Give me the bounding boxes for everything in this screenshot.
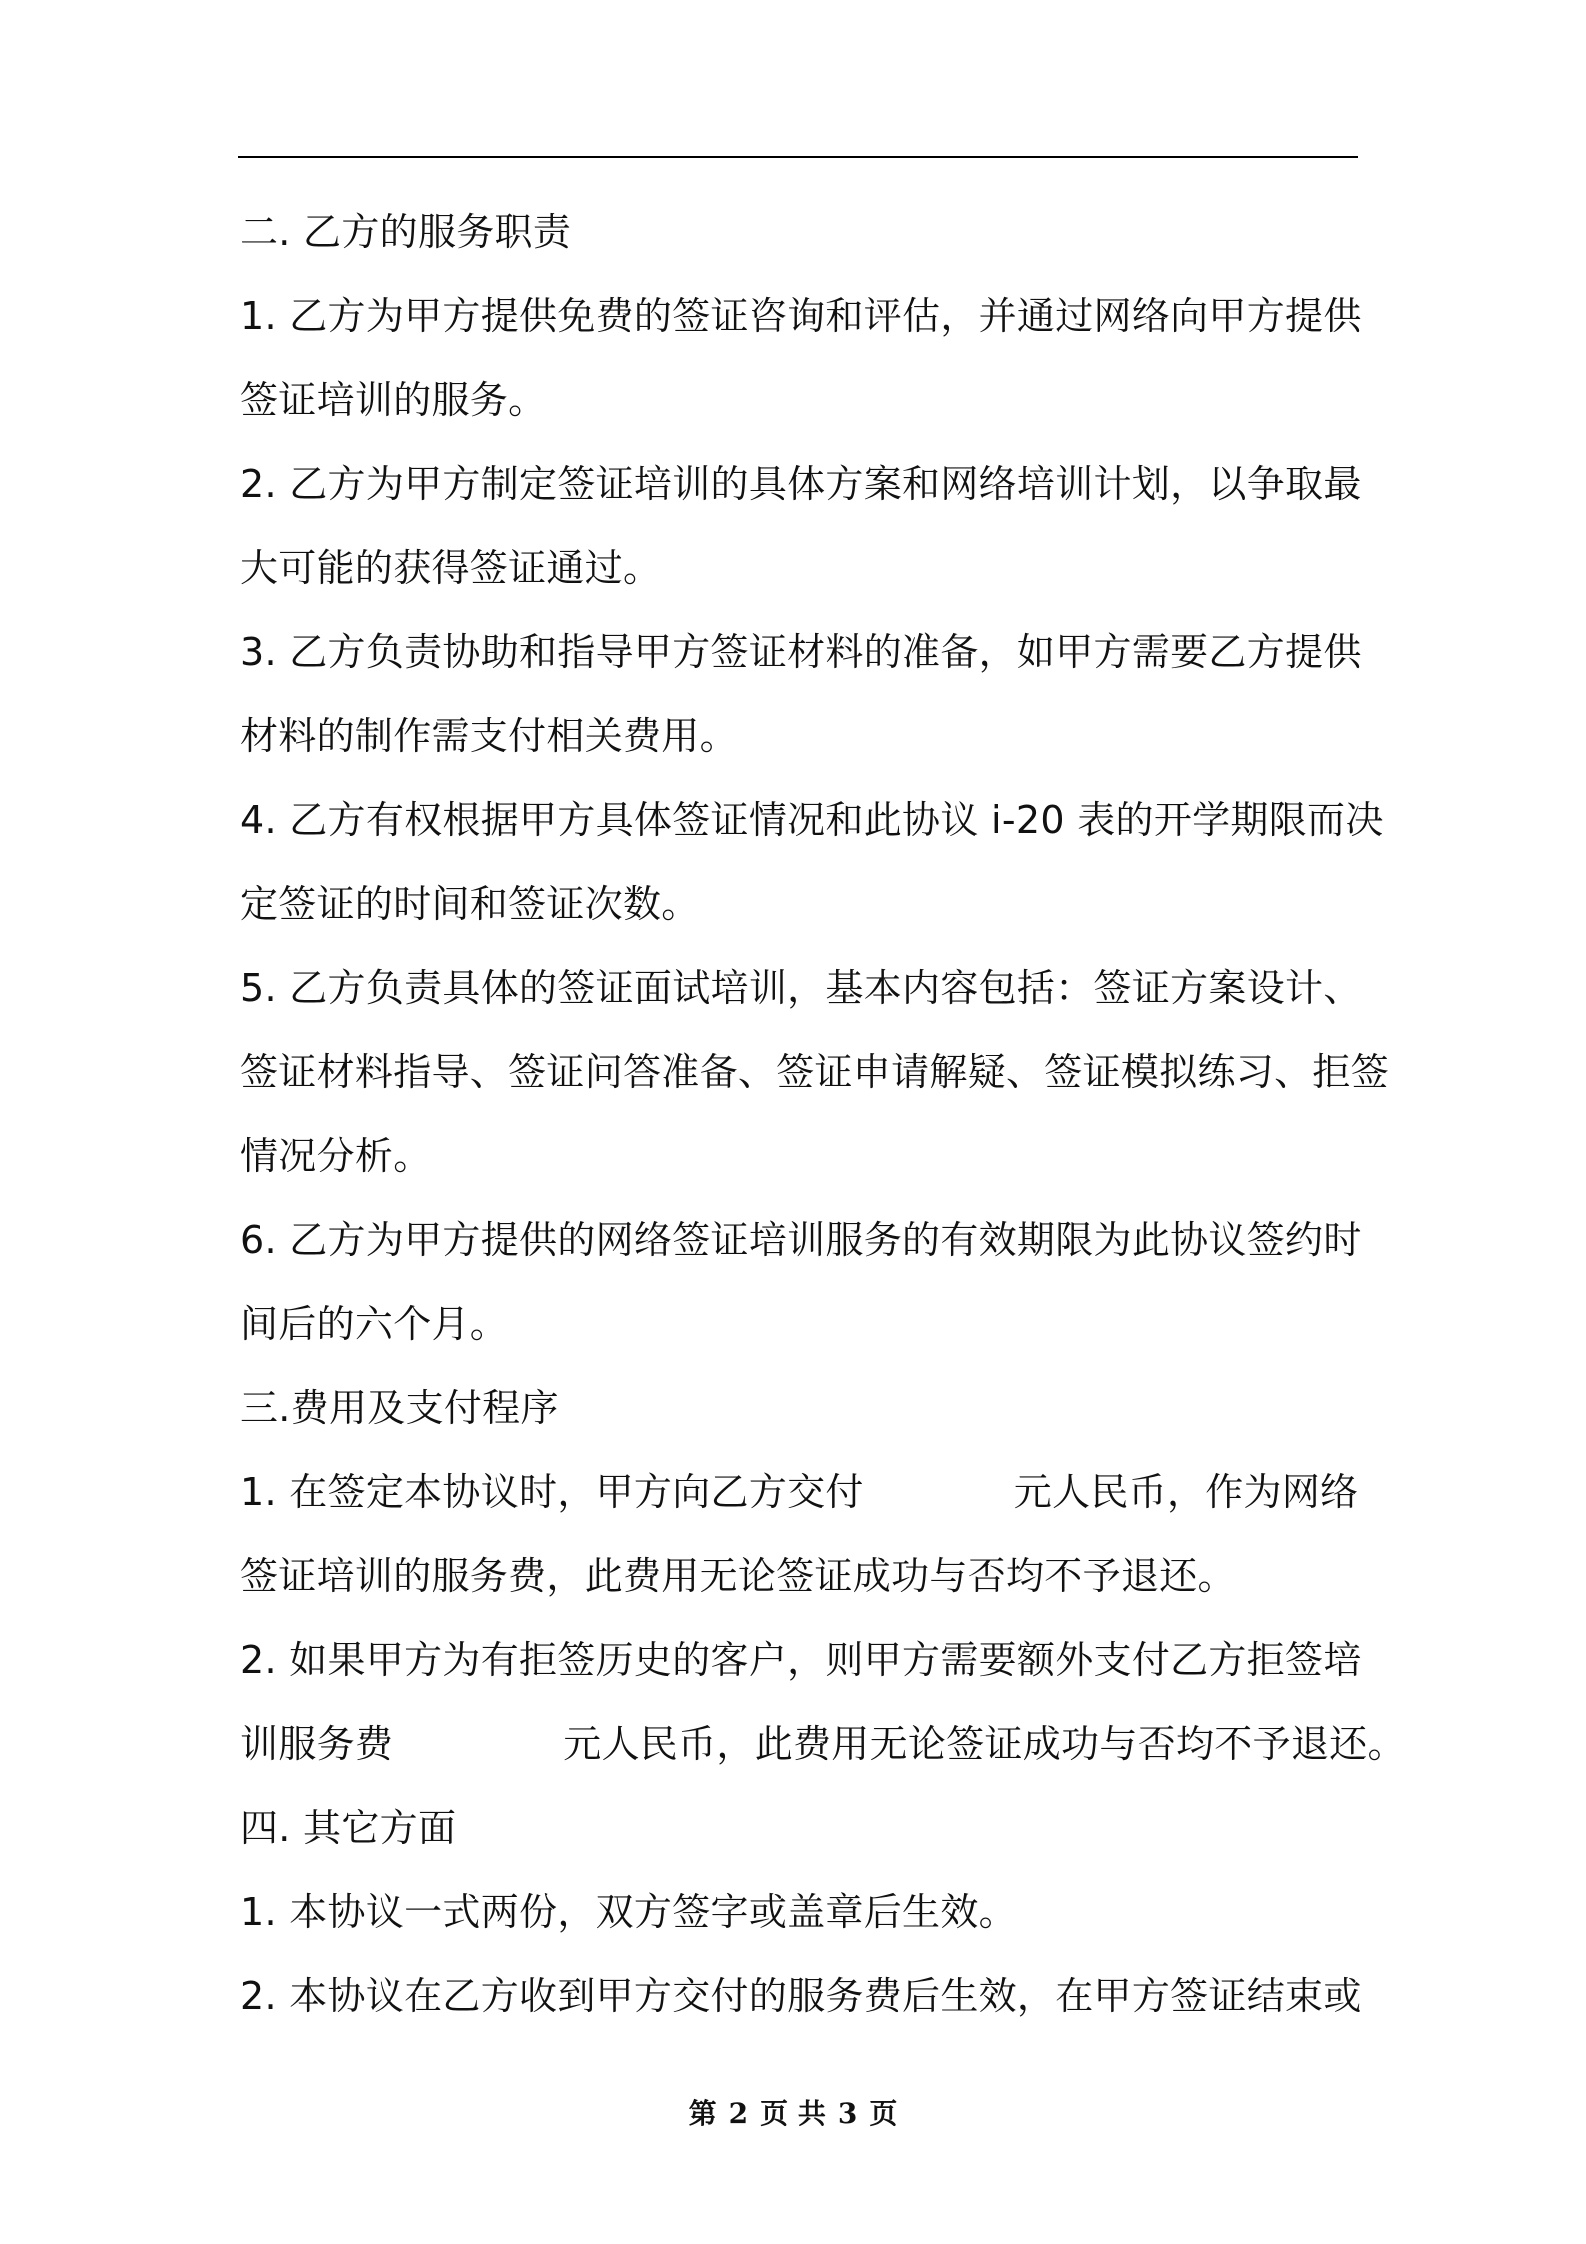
footer-middle: 页 共	[760, 2097, 826, 2130]
paragraph-line: 签证材料指导、签证问答准备、签证申请解疑、签证模拟练习、拒签	[240, 1050, 1390, 1094]
paragraph-line: 6. 乙方为甲方提供的网络签证培训服务的有效期限为此协议签约时	[240, 1218, 1362, 1262]
paragraph-line: 情况分析。	[240, 1134, 432, 1178]
paragraph-line: 2. 本协议在乙方收到甲方交付的服务费后生效，在甲方签证结束或	[240, 1974, 1362, 2018]
page-number: 2	[728, 2097, 749, 2130]
fee-clause-1-text-end: 元人民币，作为网络	[1013, 1470, 1359, 1514]
fee-clause-2-cont	[240, 1714, 1406, 1798]
fee-clause-1-text: 1. 在签定本协议时，甲方向乙方交付	[240, 1470, 864, 1514]
section-heading-4: 四. 其它方面	[240, 1806, 457, 1850]
paragraph-line: 5. 乙方负责具体的签证面试培训，基本内容包括：签证方案设计、	[240, 966, 1362, 1010]
paragraph-line: 4. 乙方有权根据甲方具体签证情况和此协议 i-20 表的开学期限而决	[240, 798, 1384, 842]
paragraph-line: 3. 乙方负责协助和指导甲方签证材料的准备，如甲方需要乙方提供	[240, 630, 1362, 674]
paragraph-line: 材料的制作需支付相关费用。	[240, 714, 738, 758]
total-pages: 3	[837, 2097, 858, 2130]
footer-suffix: 页	[869, 2097, 898, 2130]
paragraph-line: 定签证的时间和签证次数。	[240, 882, 700, 926]
fee-clause-2: 2. 如果甲方为有拒签历史的客户，则甲方需要额外支付乙方拒签培	[240, 1638, 1362, 1682]
fee-clause-1	[240, 1462, 1360, 1546]
document-body	[240, 202, 1406, 2050]
paragraph-line: 大可能的获得签证通过。	[240, 546, 662, 590]
footer-prefix: 第	[688, 2097, 717, 2130]
paragraph-line: 1. 本协议一式两份，双方签字或盖章后生效。	[240, 1890, 1017, 1934]
section-heading-2: 二. 乙方的服务职责	[240, 210, 572, 254]
paragraph-line: 2. 乙方为甲方制定签证培训的具体方案和网络培训计划，以争取最	[240, 462, 1362, 506]
paragraph-line: 签证培训的服务费，此费用无论签证成功与否均不予退还。	[240, 1554, 1236, 1598]
page-footer	[0, 2092, 1586, 2132]
paragraph-line: 1. 乙方为甲方提供免费的签证咨询和评估，并通过网络向甲方提供	[240, 294, 1362, 338]
fee-clause-2-text: 训服务费	[240, 1722, 394, 1766]
fee-clause-2-text-end: 元人民币，此费用无论签证成功与否均不予退还。	[563, 1722, 1406, 1766]
paragraph-line: 间后的六个月。	[240, 1302, 509, 1346]
section-heading-3: 三.费用及支付程序	[240, 1386, 559, 1430]
paragraph-line: 签证培训的服务。	[240, 378, 547, 422]
header-rule	[238, 156, 1358, 158]
